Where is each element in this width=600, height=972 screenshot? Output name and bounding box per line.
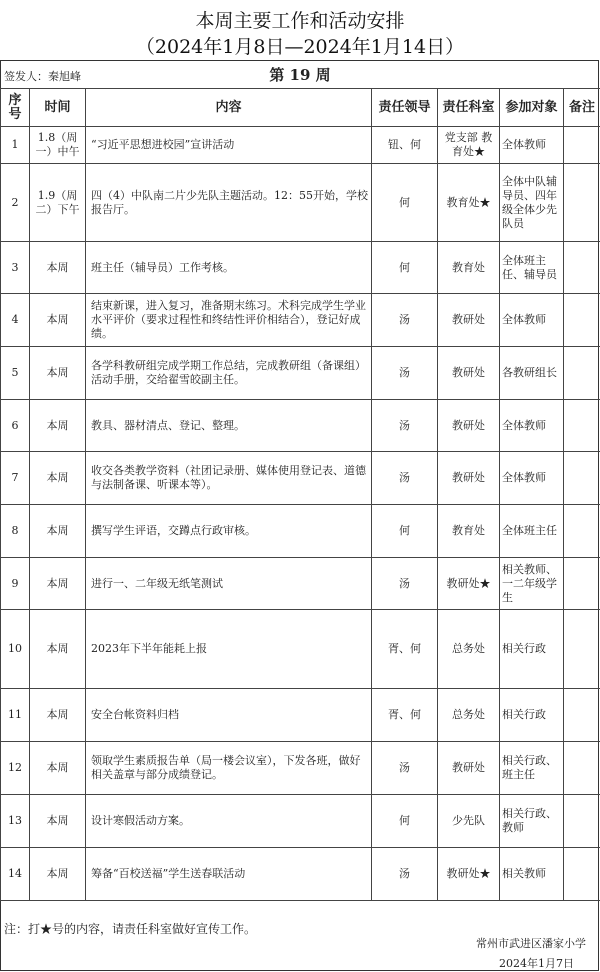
cell-dept: 少先队 xyxy=(438,795,500,848)
cell-remark xyxy=(564,610,600,689)
signer: 签发人：秦旭峰 xyxy=(4,70,81,83)
cell-content: 进行一、二年级无纸笔测试 xyxy=(86,558,372,610)
cell-audience: 全体班主任、辅导员 xyxy=(500,242,564,294)
cell-remark xyxy=(564,452,600,505)
cell-remark xyxy=(564,242,600,294)
table-row xyxy=(1,294,600,347)
cell-audience: 相关行政 xyxy=(500,610,564,689)
cell-content: “习近平思想进校园”宣讲活动 xyxy=(86,127,372,164)
cell-content: 筹备“百校送福”学生送春联活动 xyxy=(86,848,372,901)
cell-seq: 1 xyxy=(1,127,30,164)
cell-dept: 教育处 xyxy=(438,505,500,558)
cell-content: 结束新课，进入复习，准备期末练习。术科完成学生学业水平评价（要求过程性和终结性评价相结合），登记好成绩。 xyxy=(86,294,372,347)
header-time: 时间 xyxy=(30,89,86,127)
cell-time: 本周 xyxy=(30,294,86,347)
cell-leader: 汤 xyxy=(372,742,438,795)
table-row xyxy=(1,558,600,610)
cell-time: 本周 xyxy=(30,610,86,689)
cell-audience: 相关教师、一二年级学生 xyxy=(500,558,564,610)
cell-time: 本周 xyxy=(30,795,86,848)
cell-remark xyxy=(564,558,600,610)
cell-seq: 8 xyxy=(1,505,30,558)
header-leader: 责任领导 xyxy=(372,89,438,127)
table-row xyxy=(1,848,600,901)
cell-dept: 教育处★ xyxy=(438,164,500,242)
header-dept: 责任科室 xyxy=(438,89,500,127)
cell-remark xyxy=(564,689,600,742)
cell-dept: 党支部 教育处★ xyxy=(438,127,500,164)
cell-leader: 钮、何 xyxy=(372,127,438,164)
cell-remark xyxy=(564,127,600,164)
cell-leader: 何 xyxy=(372,164,438,242)
cell-leader: 汤 xyxy=(372,452,438,505)
cell-dept: 教研处 xyxy=(438,347,500,400)
cell-time: 本周 xyxy=(30,848,86,901)
cell-dept: 总务处 xyxy=(438,610,500,689)
header-seq: 序号 xyxy=(1,89,30,127)
cell-audience: 全体教师 xyxy=(500,400,564,452)
cell-dept: 教研处 xyxy=(438,742,500,795)
cell-remark xyxy=(564,400,600,452)
cell-dept: 教育处 xyxy=(438,242,500,294)
cell-time: 本周 xyxy=(30,558,86,610)
cell-seq: 12 xyxy=(1,742,30,795)
cell-time: 本周 xyxy=(30,242,86,294)
cell-seq: 3 xyxy=(1,242,30,294)
cell-leader: 胥、何 xyxy=(372,610,438,689)
cell-time: 本周 xyxy=(30,347,86,400)
cell-leader: 汤 xyxy=(372,558,438,610)
table-row xyxy=(1,795,600,848)
cell-dept: 教研处★ xyxy=(438,848,500,901)
cell-remark xyxy=(564,795,600,848)
cell-dept: 教研处 xyxy=(438,400,500,452)
cell-remark xyxy=(564,742,600,795)
cell-leader: 胥、何 xyxy=(372,689,438,742)
table-row xyxy=(1,242,600,294)
cell-seq: 11 xyxy=(1,689,30,742)
cell-audience: 全体班主任 xyxy=(500,505,564,558)
cell-time: 本周 xyxy=(30,505,86,558)
cell-remark xyxy=(564,848,600,901)
table-row xyxy=(1,689,600,742)
cell-time: 本周 xyxy=(30,400,86,452)
table-row xyxy=(1,742,600,795)
cell-remark xyxy=(564,294,600,347)
cell-seq: 13 xyxy=(1,795,30,848)
cell-content: 2023年下半年能耗上报 xyxy=(86,610,372,689)
cell-remark xyxy=(564,505,600,558)
cell-leader: 何 xyxy=(372,242,438,294)
cell-dept: 教研处 xyxy=(438,294,500,347)
table-row xyxy=(1,164,600,242)
cell-content: 设计寒假活动方案。 xyxy=(86,795,372,848)
cell-dept: 教研处★ xyxy=(438,558,500,610)
cell-content: 收交各类教学资料（社团记录册、媒体使用登记表、道德与法制备课、听课本等）。 xyxy=(86,452,372,505)
school-name: 常州市武进区潘家小学 xyxy=(476,937,586,950)
header-remark: 备注 xyxy=(564,89,600,127)
header-content: 内容 xyxy=(86,89,372,127)
cell-content: 教具、器材清点、登记、整理。 xyxy=(86,400,372,452)
cell-leader: 汤 xyxy=(372,848,438,901)
cell-remark xyxy=(564,347,600,400)
cell-content: 班主任（辅导员）工作考核。 xyxy=(86,242,372,294)
cell-time: 本周 xyxy=(30,452,86,505)
cell-seq: 10 xyxy=(1,610,30,689)
cell-seq: 5 xyxy=(1,347,30,400)
cell-leader: 汤 xyxy=(372,400,438,452)
cell-seq: 9 xyxy=(1,558,30,610)
cell-audience: 相关行政、班主任 xyxy=(500,742,564,795)
cell-seq: 14 xyxy=(1,848,30,901)
cell-seq: 7 xyxy=(1,452,30,505)
week-number: 第 19 周 xyxy=(269,66,331,84)
cell-content: 各学科教研组完成学期工作总结，完成教研组（备课组）活动手册，交给翟雪皎副主任。 xyxy=(86,347,372,400)
cell-audience: 相关行政 xyxy=(500,689,564,742)
table-header-row xyxy=(1,89,600,127)
cell-dept: 总务处 xyxy=(438,689,500,742)
cell-content: 撰写学生评语，交蹲点行政审核。 xyxy=(86,505,372,558)
cell-dept: 教研处 xyxy=(438,452,500,505)
cell-leader: 汤 xyxy=(372,294,438,347)
page-title: 本周主要工作和活动安排 xyxy=(195,10,405,32)
cell-seq: 2 xyxy=(1,164,30,242)
cell-seq: 4 xyxy=(1,294,30,347)
cell-leader: 汤 xyxy=(372,347,438,400)
table-row xyxy=(1,347,600,400)
date-range: （2024年1月8日—2024年1月14日） xyxy=(135,36,465,58)
table-row xyxy=(1,610,600,689)
cell-remark xyxy=(564,164,600,242)
cell-audience: 全体教师 xyxy=(500,452,564,505)
cell-audience: 全体教师 xyxy=(500,294,564,347)
cell-time: 本周 xyxy=(30,742,86,795)
cell-audience: 相关教师 xyxy=(500,848,564,901)
cell-content: 安全台帐资料归档 xyxy=(86,689,372,742)
issue-date: 2024年1月7日 xyxy=(499,957,574,970)
cell-time: 本周 xyxy=(30,689,86,742)
cell-leader: 何 xyxy=(372,505,438,558)
header-audience: 参加对象 xyxy=(500,89,564,127)
cell-time: 1.9（周二）下午 xyxy=(30,164,86,242)
table-row xyxy=(1,452,600,505)
table-row xyxy=(1,127,600,164)
table-row xyxy=(1,505,600,558)
footnote: 注：打★号的内容，请责任科室做好宣传工作。 xyxy=(4,922,257,936)
table-row xyxy=(1,400,600,452)
schedule-table xyxy=(0,88,600,901)
cell-leader: 何 xyxy=(372,795,438,848)
cell-audience: 全体教师 xyxy=(500,127,564,164)
cell-audience: 相关行政、教师 xyxy=(500,795,564,848)
cell-seq: 6 xyxy=(1,400,30,452)
cell-content: 领取学生素质报告单（局一楼会议室），下发各班，做好相关盖章与部分成绩登记。 xyxy=(86,742,372,795)
cell-audience: 全体中队辅导员、四年级全体少先队员 xyxy=(500,164,564,242)
cell-audience: 各教研组长 xyxy=(500,347,564,400)
cell-content: 四（4）中队南二片少先队主题活动。12：55开始，学校报告厅。 xyxy=(86,164,372,242)
cell-time: 1.8（周一）中午 xyxy=(30,127,86,164)
